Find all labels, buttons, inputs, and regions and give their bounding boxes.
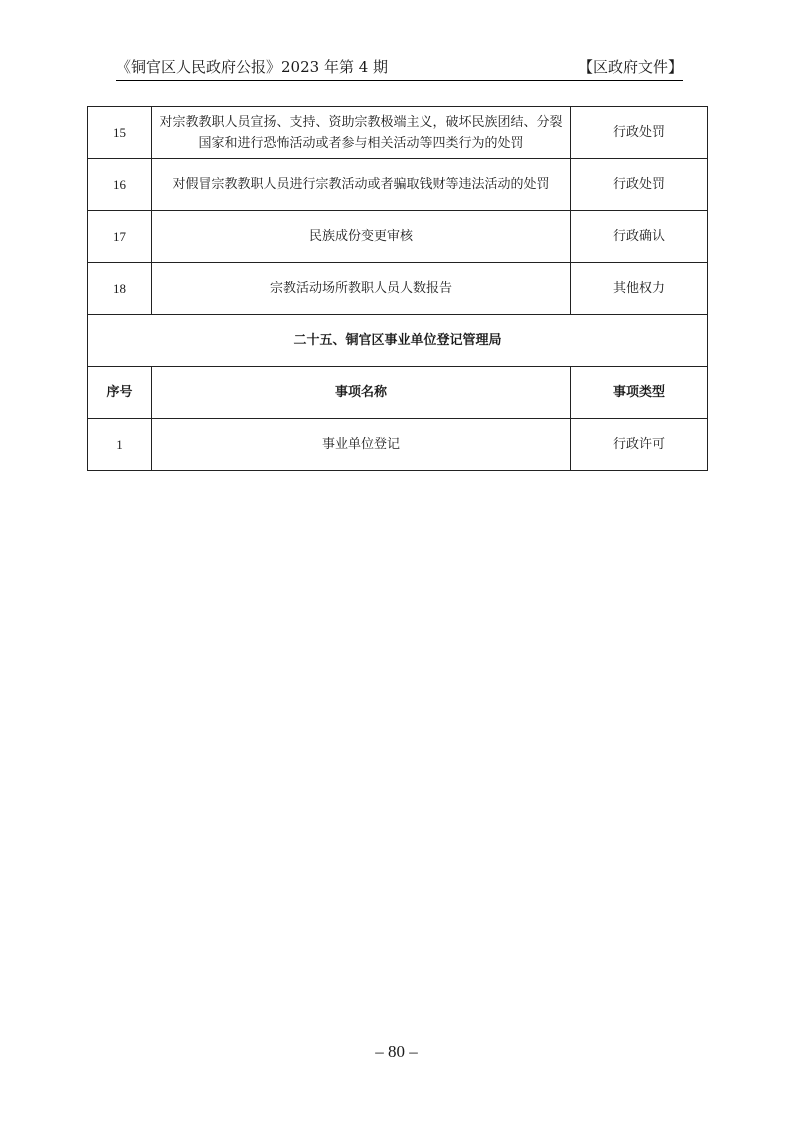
page-number: – 80 – [375,1042,418,1061]
row-item-name: 对宗教教职人员宣扬、支持、资助宗教极端主义，破坏民族团结、分裂国家和进行恐怖活动或者参与相关活动等四类行为的处罚 [152,107,571,159]
column-header-row [88,367,708,419]
publication-title: 《铜官区人民政府公报》2023 年第 4 期 [116,58,389,76]
row-item-name: 宗教活动场所教职人员人数报告 [152,263,571,315]
row-item-type: 行政确认 [571,211,708,263]
page-header [116,56,683,78]
row-index: 17 [88,211,152,263]
column-header-type: 事项类型 [571,367,708,419]
column-header-name: 事项名称 [152,367,571,419]
document-category: 【区政府文件】 [577,58,683,76]
row-item-type: 行政处罚 [571,159,708,211]
section-title: 二十五、铜官区事业单位登记管理局 [88,315,708,367]
table-row [88,419,708,471]
row-item-type: 其他权力 [571,263,708,315]
row-item-name: 民族成份变更审核 [152,211,571,263]
table-row [88,211,708,263]
row-index: 18 [88,263,152,315]
row-index: 1 [88,419,152,471]
column-header-index: 序号 [88,367,152,419]
row-item-type: 行政许可 [571,419,708,471]
section-title-row [88,315,708,367]
row-index: 16 [88,159,152,211]
header-rule [116,80,683,81]
table-row [88,107,708,159]
table-row [88,263,708,315]
row-item-name: 事业单位登记 [152,419,571,471]
row-item-type: 行政处罚 [571,107,708,159]
row-item-name: 对假冒宗教教职人员进行宗教活动或者骗取钱财等违法活动的处罚 [152,159,571,211]
table-row [88,159,708,211]
row-index: 15 [88,107,152,159]
items-table [87,106,708,471]
